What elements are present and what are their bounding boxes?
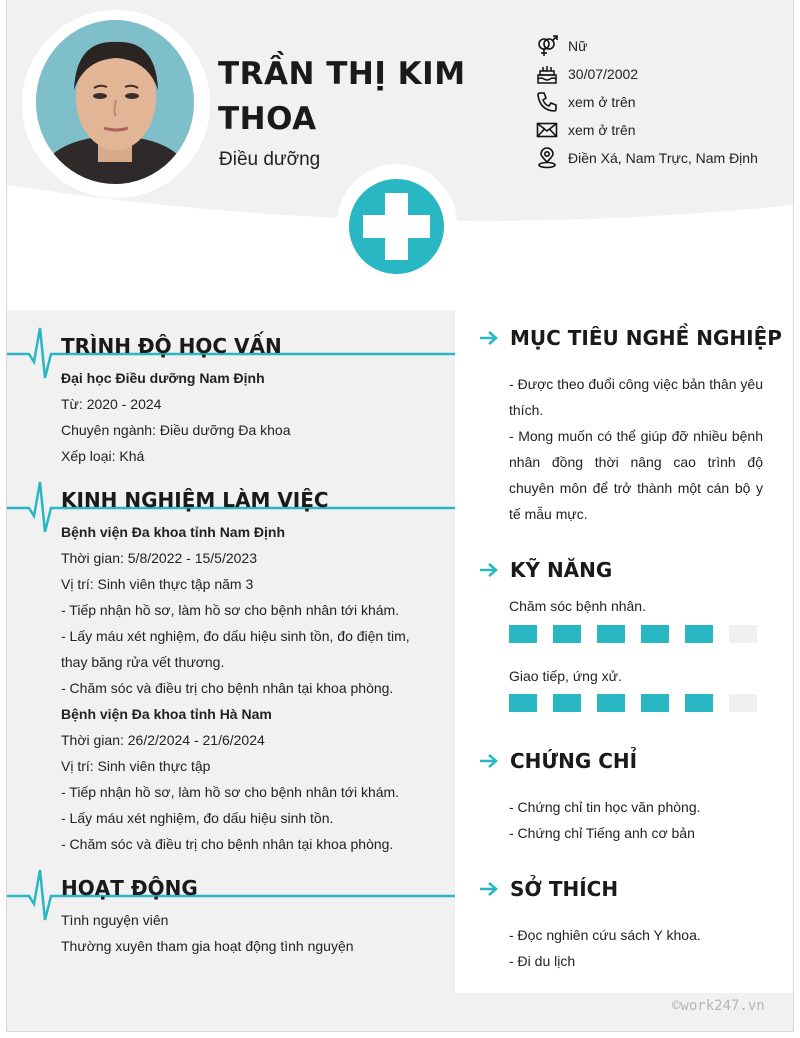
address-text: Điền Xá, Nam Trực, Nam Định [568, 150, 758, 166]
phone-text: xem ở trên [568, 94, 636, 110]
education-period: Từ: 2020 - 2024 [61, 396, 162, 412]
watermark: ©work247.vn [672, 998, 765, 1014]
candidate-name [218, 52, 498, 142]
contact-birthday [536, 60, 786, 88]
skill-level-filled [553, 694, 581, 712]
skill-level-empty [729, 694, 757, 712]
job-duty: - Chăm sóc và điều trị cho bệnh nhân tại khoa phòng. [61, 680, 394, 696]
email-icon [536, 119, 558, 141]
job-company: Bệnh viện Đa khoa tỉnh Nam Định [61, 524, 286, 540]
education-school: Đại học Điều dưỡng Nam Định [61, 370, 265, 386]
job-time: Thời gian: 26/2/2024 - 21/6/2024 [61, 732, 265, 748]
contact-gender [536, 32, 786, 60]
name-line-2: THOA [218, 101, 317, 137]
skill-level-filled [641, 694, 669, 712]
name-line-1: TRẦN THỊ KIM [218, 56, 466, 92]
objective-paragraph-1: - Được theo đuổi công việc bản thân yêu thích. [509, 376, 763, 418]
education-major: Chuyên ngành: Điều dưỡng Đa khoa [61, 422, 291, 438]
skill-level-filled [685, 694, 713, 712]
contact-phone [536, 88, 786, 116]
skills-heading: KỸ NĂNG [510, 558, 613, 582]
objective-heading: MỤC TIÊU NGHỀ NGHIỆP [510, 326, 782, 350]
birthday-text: 30/07/2002 [568, 66, 639, 82]
certificates-heading-block [478, 746, 637, 776]
location-pin-icon [536, 147, 558, 169]
certificates-heading: CHỨNG CHỈ [510, 749, 638, 773]
job-time: Thời gian: 5/8/2022 - 15/5/2023 [61, 550, 257, 566]
skill-level-filled [509, 625, 537, 643]
skill-level-empty [729, 625, 757, 643]
activity-item: Tình nguyện viên [61, 912, 169, 928]
arrow-right-icon [478, 881, 500, 897]
left-column [7, 310, 455, 1032]
skill-level-filled [641, 625, 669, 643]
job-duty: - Lấy máu xét nghiệm, đo dấu hiệu sinh tồn, đo điện tim, [61, 628, 410, 644]
hobbies-heading: SỞ THÍCH [510, 877, 619, 901]
contact-address [536, 144, 786, 172]
certificate-item: - Chứng chỉ tin học văn phòng. [509, 799, 701, 815]
birthday-cake-icon [536, 63, 558, 85]
skills-heading-block [478, 555, 612, 585]
gender-icon [536, 35, 558, 57]
job-title: Điều dưỡng [219, 149, 321, 170]
avatar [36, 20, 194, 184]
contact-list [536, 32, 786, 172]
arrow-right-icon [478, 562, 500, 578]
gender-text: Nữ [568, 38, 588, 54]
skill-level-bar [509, 625, 759, 643]
phone-icon [536, 91, 558, 113]
job-duty: - Tiếp nhận hồ sơ, làm hồ sơ cho bệnh nhân tới khám. [61, 602, 400, 618]
medical-cross-icon [349, 179, 444, 274]
education-heading: TRÌNH ĐỘ HỌC VẤN [61, 334, 282, 358]
skill-level-filled [597, 625, 625, 643]
email-text: xem ở trên [568, 122, 636, 138]
hobby-item: - Đi du lịch [509, 953, 576, 969]
skill-level-filled [553, 625, 581, 643]
skill-level-filled [597, 694, 625, 712]
objective-heading-block [478, 323, 782, 353]
job-duty: - Chăm sóc và điều trị cho bệnh nhân tại khoa phòng. [61, 836, 394, 852]
skill-name: Chăm sóc bệnh nhân. [509, 598, 646, 614]
skill-level-bar [509, 694, 759, 712]
skill-level-filled [685, 625, 713, 643]
education-grade: Xếp loại: Khá [61, 448, 145, 464]
skill-level-filled [509, 694, 537, 712]
hobby-item: - Đọc nghiên cứu sách Y khoa. [509, 927, 701, 943]
job-duty: thay băng rửa vết thương. [61, 654, 225, 670]
job-position: Vị trí: Sinh viên thực tập [61, 758, 211, 774]
activity-item: Thường xuyên tham gia hoạt động tình nguyện [61, 938, 354, 954]
job-company: Bệnh viện Đa khoa tỉnh Hà Nam [61, 706, 272, 722]
objective-paragraph-2: - Mong muốn có thể giúp đỡ nhiều bệnh nhân đồng thời nâng cao trình độ chuyên môn để trở thành một cán bộ y tế mẫu mực. [509, 428, 763, 522]
arrow-right-icon [478, 753, 500, 769]
hobbies-heading-block [478, 874, 618, 904]
activities-heading: HOẠT ĐỘNG [61, 876, 198, 900]
skill-name: Giao tiếp, ứng xử. [509, 668, 622, 684]
arrow-right-icon [478, 330, 500, 346]
job-position: Vị trí: Sinh viên thực tập năm 3 [61, 576, 254, 592]
certificate-item: - Chứng chỉ Tiếng anh cơ bản [509, 825, 695, 841]
job-duty: - Lấy máu xét nghiệm, đo dấu hiệu sinh tồn. [61, 810, 334, 826]
contact-email [536, 116, 786, 144]
experience-heading: KINH NGHIỆM LÀM VIỆC [61, 488, 329, 512]
job-duty: - Tiếp nhận hồ sơ, làm hồ sơ cho bệnh nhân tới khám. [61, 784, 400, 800]
